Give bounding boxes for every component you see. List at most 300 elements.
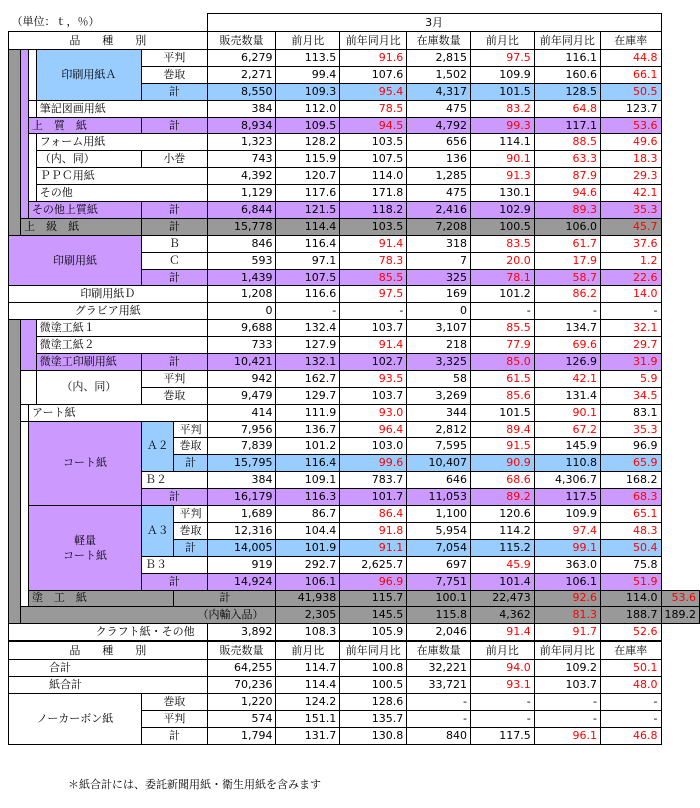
col-header-stock: 在庫数量 — [407, 641, 471, 660]
row-label: 巻取 — [142, 66, 208, 83]
cell: 89.2 — [471, 489, 535, 506]
cell: - — [407, 693, 471, 710]
cell: 92.6 — [534, 590, 600, 607]
keiryo-line1: 軽量 — [73, 533, 96, 547]
table-row — [9, 185, 700, 202]
month-header: 3月 — [207, 14, 661, 32]
cell: 94.5 — [340, 117, 407, 134]
cell: 475 — [407, 185, 471, 202]
row-label: Ｂ３ — [142, 556, 208, 573]
cell: 7,956 — [207, 421, 276, 438]
cell: 123.7 — [601, 100, 661, 117]
cell: - — [407, 710, 471, 727]
cell: 68.6 — [471, 472, 535, 489]
row-label: 計 — [142, 117, 208, 134]
cell: 128.2 — [276, 134, 340, 151]
cell: 91.5 — [471, 438, 535, 455]
cell: 6,279 — [207, 50, 276, 67]
table-row — [9, 286, 700, 303]
row-label: 紙合計 — [9, 677, 208, 694]
cell: 35.3 — [601, 202, 661, 219]
category-header: 品 種 別 — [9, 32, 208, 50]
table-row — [9, 677, 700, 694]
cell: 61.7 — [534, 235, 600, 252]
cell: 131.7 — [276, 727, 340, 744]
cell: 83.2 — [471, 100, 535, 117]
col-header-stock-mom: 前月比 — [471, 32, 535, 50]
row-label: その他上質紙 — [28, 202, 141, 219]
row-label: 微塗工印刷用紙 — [36, 354, 141, 371]
cell: 131.4 — [534, 387, 600, 404]
cell: 114.2 — [471, 522, 535, 539]
cell: 733 — [207, 337, 276, 354]
row-label: 上 質 紙 — [28, 117, 141, 134]
table-row — [9, 151, 700, 168]
row-label: 計 — [142, 573, 208, 590]
unit-label: （単位：ｔ，％） — [11, 15, 100, 29]
cell: 32,221 — [407, 660, 471, 677]
cell: 99.1 — [534, 539, 600, 556]
cell: 5.9 — [601, 370, 661, 387]
cell: 93.5 — [340, 370, 407, 387]
cell: 100.8 — [340, 660, 407, 677]
row-label: グラビア用紙 — [9, 303, 208, 320]
cell: 35.3 — [601, 421, 661, 438]
cell: 130.1 — [471, 185, 535, 202]
table-row — [9, 202, 700, 219]
row-label: ＰＰＣ用紙 — [36, 168, 207, 185]
cell: 45.7 — [601, 218, 661, 235]
cell: 942 — [207, 370, 276, 387]
cell: 91.4 — [340, 337, 407, 354]
cell: 52.6 — [601, 624, 661, 641]
cell: 20.0 — [471, 252, 535, 269]
table-row — [9, 693, 700, 710]
table-row — [9, 354, 700, 371]
cell: 151.1 — [276, 710, 340, 727]
cell: 3,107 — [407, 320, 471, 337]
row-label: フォーム用紙 — [36, 134, 207, 151]
cell: 104.4 — [276, 522, 340, 539]
cell: 116.3 — [276, 489, 340, 506]
row-label: 計 — [142, 489, 208, 506]
cell: 66.1 — [601, 66, 661, 83]
row-label: ノーカーボン紙 — [9, 693, 142, 744]
cell: 2,812 — [407, 421, 471, 438]
cell: 115.7 — [340, 590, 407, 607]
col-header-yoy: 前年同月比 — [340, 32, 407, 50]
cell: 3,269 — [407, 387, 471, 404]
cell: 107.6 — [340, 66, 407, 83]
cell: 114.0 — [340, 168, 407, 185]
cell: 83.1 — [601, 404, 661, 421]
col-header-sales: 販売数量 — [207, 641, 276, 660]
row-label: Ａ２ — [142, 421, 174, 472]
cell: 53.6 — [661, 590, 700, 607]
cell: 91.6 — [340, 50, 407, 67]
cell: 103.7 — [340, 320, 407, 337]
cell: 91.8 — [340, 522, 407, 539]
cell: 103.0 — [340, 438, 407, 455]
cell: 840 — [407, 727, 471, 744]
cell: 85.5 — [340, 269, 407, 286]
row-label: 平判 — [142, 710, 208, 727]
cell: 100.5 — [340, 677, 407, 694]
row-label: 微塗工紙１ — [36, 320, 207, 337]
col-header-stock-yoy: 前年同月比 — [534, 32, 600, 50]
cell: - — [340, 303, 407, 320]
cell: 14,005 — [207, 539, 276, 556]
cell: 114.4 — [276, 218, 340, 235]
row-label: 塗 工 紙 — [28, 590, 173, 607]
cell: 114.1 — [471, 134, 535, 151]
cell: 109.9 — [534, 506, 600, 523]
cell: 86.2 — [534, 286, 600, 303]
cell: 169 — [407, 286, 471, 303]
cell: 129.7 — [276, 387, 340, 404]
cell: 96.9 — [340, 573, 407, 590]
table-row — [9, 218, 700, 235]
cell: 93.0 — [340, 404, 407, 421]
cell: 1,285 — [407, 168, 471, 185]
cell: 4,392 — [207, 168, 276, 185]
cell: 116.4 — [276, 235, 340, 252]
row-label: 平判 — [174, 421, 207, 438]
row-label: （内、同） — [36, 151, 141, 168]
cell: 10,421 — [207, 354, 276, 371]
row-label: Ｃ — [142, 252, 208, 269]
cell: 4,317 — [407, 83, 471, 100]
cell: 95.4 — [340, 83, 407, 100]
row-label: アート紙 — [28, 404, 207, 421]
cell: 145.5 — [340, 607, 407, 624]
cell: 50.4 — [601, 539, 661, 556]
cell: 100.1 — [407, 590, 471, 607]
cell: 128.5 — [534, 83, 600, 100]
cell: 117.5 — [534, 489, 600, 506]
table-row — [9, 117, 700, 134]
cell: 2,416 — [407, 202, 471, 219]
cell: 106.0 — [534, 218, 600, 235]
cell: 7,839 — [207, 438, 276, 455]
cell: 69.6 — [534, 337, 600, 354]
table-row — [9, 660, 700, 677]
cell: 384 — [207, 100, 276, 117]
cell: 120.6 — [471, 506, 535, 523]
cell: 646 — [407, 472, 471, 489]
cell: 130.8 — [340, 727, 407, 744]
cell: 128.6 — [340, 693, 407, 710]
cell: 7,595 — [407, 438, 471, 455]
cell: 218 — [407, 337, 471, 354]
cell: 67.2 — [534, 421, 600, 438]
cell: 22,473 — [471, 590, 535, 607]
footnote: ＊紙合計には、委託新聞用紙・衛生用紙を含みます — [68, 778, 321, 791]
cell: 5,954 — [407, 522, 471, 539]
cell: 33,721 — [407, 677, 471, 694]
cell: 90.1 — [534, 404, 600, 421]
cell: 85.5 — [471, 320, 535, 337]
cell: 99.6 — [340, 455, 407, 472]
cell: 114.7 — [276, 660, 340, 677]
cell: 7,751 — [407, 573, 471, 590]
cell: 168.2 — [601, 472, 661, 489]
cell: 96.4 — [340, 421, 407, 438]
cell: 116.1 — [534, 50, 600, 67]
cell: 106.1 — [534, 573, 600, 590]
row-label: 小巻 — [142, 151, 208, 168]
cell: 106.1 — [276, 573, 340, 590]
cell: 108.3 — [276, 624, 340, 641]
cell: 31.9 — [601, 354, 661, 371]
row-label: 計 — [174, 590, 276, 607]
cell: 34.5 — [601, 387, 661, 404]
row-label: Ａ３ — [142, 506, 174, 557]
row-label: （内輸入品） — [21, 607, 276, 624]
cell: 134.7 — [534, 320, 600, 337]
cell: 120.7 — [276, 168, 340, 185]
cell: 656 — [407, 134, 471, 151]
cell: 132.1 — [276, 354, 340, 371]
cell: 1,323 — [207, 134, 276, 151]
cell: 2,271 — [207, 66, 276, 83]
cell: 91.1 — [340, 539, 407, 556]
row-label: 計 — [174, 539, 207, 556]
cell: 64.8 — [534, 100, 600, 117]
cell: 2,046 — [407, 624, 471, 641]
cell: 0 — [407, 303, 471, 320]
cell: 53.6 — [601, 117, 661, 134]
cell: 85.0 — [471, 354, 535, 371]
cell: 0 — [207, 303, 276, 320]
cell: - — [534, 710, 600, 727]
cell: 112.0 — [276, 100, 340, 117]
cell: 109.3 — [276, 83, 340, 100]
cell: 126.9 — [534, 354, 600, 371]
cell: 91.4 — [340, 235, 407, 252]
row-label: 合計 — [9, 660, 208, 677]
cell: 70,236 — [207, 677, 276, 694]
cell: 132.4 — [276, 320, 340, 337]
cell: 117.1 — [534, 117, 600, 134]
table-row — [9, 607, 700, 624]
row-label: クラフト紙・その他 — [9, 624, 208, 641]
col-header-mom: 前月比 — [276, 641, 340, 660]
cell: 103.7 — [340, 387, 407, 404]
cell: 85.6 — [471, 387, 535, 404]
cell: 593 — [207, 252, 276, 269]
cell: 81.3 — [534, 607, 600, 624]
table-row — [9, 421, 700, 438]
cell: 783.7 — [340, 472, 407, 489]
row-label: その他 — [36, 185, 207, 202]
row-label: 計 — [142, 727, 208, 744]
cell: 117.6 — [276, 185, 340, 202]
cell: 2,625.7 — [340, 556, 407, 573]
col-header-yoy: 前年同月比 — [340, 641, 407, 660]
cell: 171.8 — [340, 185, 407, 202]
table-row — [9, 320, 700, 337]
cell: 89.4 — [471, 421, 535, 438]
cell: 109.9 — [471, 66, 535, 83]
cell: - — [471, 693, 535, 710]
cell: 83.5 — [471, 235, 535, 252]
cell: 2,815 — [407, 50, 471, 67]
cell: 116.4 — [276, 455, 340, 472]
cell: 45.9 — [471, 556, 535, 573]
cell: 325 — [407, 269, 471, 286]
cell: 111.9 — [276, 404, 340, 421]
cell: 101.5 — [471, 83, 535, 100]
row-label: （内、同） — [36, 370, 141, 404]
cell: 75.8 — [601, 556, 661, 573]
cell: 15,795 — [207, 455, 276, 472]
cell: 99.4 — [276, 66, 340, 83]
cell: 846 — [207, 235, 276, 252]
cell: 103.7 — [534, 677, 600, 694]
cell: 97.4 — [534, 522, 600, 539]
row-label: 巻取 — [142, 387, 208, 404]
cell: 91.4 — [471, 624, 535, 641]
cell: 114.4 — [276, 677, 340, 694]
cell: 109.2 — [534, 660, 600, 677]
table-row — [9, 50, 700, 67]
cell: 3,325 — [407, 354, 471, 371]
row-label: 計 — [142, 354, 208, 371]
cell: 1,689 — [207, 506, 276, 523]
row-label: 筆記図画用紙 — [36, 100, 207, 117]
cell: 116.6 — [276, 286, 340, 303]
cell: 48.3 — [601, 522, 661, 539]
row-label: 平判 — [142, 370, 208, 387]
cell: 68.3 — [601, 489, 661, 506]
cell: 48.0 — [601, 677, 661, 694]
table-row — [9, 624, 700, 641]
col-header-stock-mom: 前月比 — [471, 641, 535, 660]
cell: 101.4 — [471, 573, 535, 590]
cell: 3,892 — [207, 624, 276, 641]
cell: 118.2 — [340, 202, 407, 219]
row-label: 計 — [142, 83, 208, 100]
cell: 414 — [207, 404, 276, 421]
cell: 109.1 — [276, 472, 340, 489]
cell: 107.5 — [276, 269, 340, 286]
col-header-stock-ratio: 在庫率 — [601, 641, 661, 660]
cell: 121.5 — [276, 202, 340, 219]
cell: 124.2 — [276, 693, 340, 710]
table-row — [9, 370, 700, 387]
cell: 29.3 — [601, 168, 661, 185]
cell: 103.5 — [340, 134, 407, 151]
row-label: 印刷用紙Ｄ — [9, 286, 208, 303]
category-header-2: 品 種 別 — [9, 641, 208, 660]
cell: 363.0 — [534, 556, 600, 573]
cell: 113.5 — [276, 50, 340, 67]
cell: 101.2 — [471, 286, 535, 303]
cell: 97.5 — [340, 286, 407, 303]
cell: - — [534, 303, 600, 320]
cell: 1,502 — [407, 66, 471, 83]
cell: 136 — [407, 151, 471, 168]
row-label: 印刷用紙Ａ — [36, 50, 141, 101]
cell: 97.1 — [276, 252, 340, 269]
cell: 88.5 — [534, 134, 600, 151]
cell: 64,255 — [207, 660, 276, 677]
table-row — [9, 134, 700, 151]
cell: 15,778 — [207, 218, 276, 235]
cell: 17.9 — [534, 252, 600, 269]
cell: 78.5 — [340, 100, 407, 117]
cell: 37.6 — [601, 235, 661, 252]
cell: 42.1 — [601, 185, 661, 202]
cell: 697 — [407, 556, 471, 573]
cell: - — [276, 303, 340, 320]
cell: 18.3 — [601, 151, 661, 168]
cell: 97.5 — [471, 50, 535, 67]
table-row — [9, 590, 700, 607]
cell: 145.9 — [534, 438, 600, 455]
cell: 8,934 — [207, 117, 276, 134]
row-label: 微塗工紙２ — [36, 337, 207, 354]
cell: 574 — [207, 710, 276, 727]
cell: - — [601, 710, 661, 727]
cell: 1.2 — [601, 252, 661, 269]
cell: 65.9 — [601, 455, 661, 472]
cell: 100.5 — [471, 218, 535, 235]
cell: 1,220 — [207, 693, 276, 710]
row-label — [28, 506, 141, 590]
cell: 77.9 — [471, 337, 535, 354]
cell: 1,100 — [407, 506, 471, 523]
cell: 91.3 — [471, 168, 535, 185]
cell: 32.1 — [601, 320, 661, 337]
col-header-stock: 在庫数量 — [407, 32, 471, 50]
cell: 96.9 — [601, 438, 661, 455]
cell: 90.9 — [471, 455, 535, 472]
cell: 136.7 — [276, 421, 340, 438]
cell: 115.9 — [276, 151, 340, 168]
cell: 102.7 — [340, 354, 407, 371]
cell: 1,129 — [207, 185, 276, 202]
row-label: Ｂ — [142, 235, 208, 252]
cell: 29.7 — [601, 337, 661, 354]
cell: 7,054 — [407, 539, 471, 556]
cell: 1,794 — [207, 727, 276, 744]
col-header-stock-yoy: 前年同月比 — [534, 641, 600, 660]
cell: 78.1 — [471, 269, 535, 286]
table-row — [9, 337, 700, 354]
cell: 9,688 — [207, 320, 276, 337]
row-label: 平判 — [142, 50, 208, 67]
table-row — [9, 506, 700, 523]
cell: 344 — [407, 404, 471, 421]
cell: 50.5 — [601, 83, 661, 100]
cell: 743 — [207, 151, 276, 168]
cell: 117.5 — [471, 727, 535, 744]
cell: 63.3 — [534, 151, 600, 168]
table-row — [9, 303, 700, 320]
cell: 105.9 — [340, 624, 407, 641]
cell: 4,362 — [471, 607, 535, 624]
paper-statistics-table — [8, 13, 700, 745]
cell: 22.6 — [601, 269, 661, 286]
cell: 99.3 — [471, 117, 535, 134]
table-row — [9, 100, 700, 117]
cell: 87.9 — [534, 168, 600, 185]
cell: 93.1 — [471, 677, 535, 694]
row-label: 巻取 — [174, 522, 207, 539]
table-row — [9, 235, 700, 252]
